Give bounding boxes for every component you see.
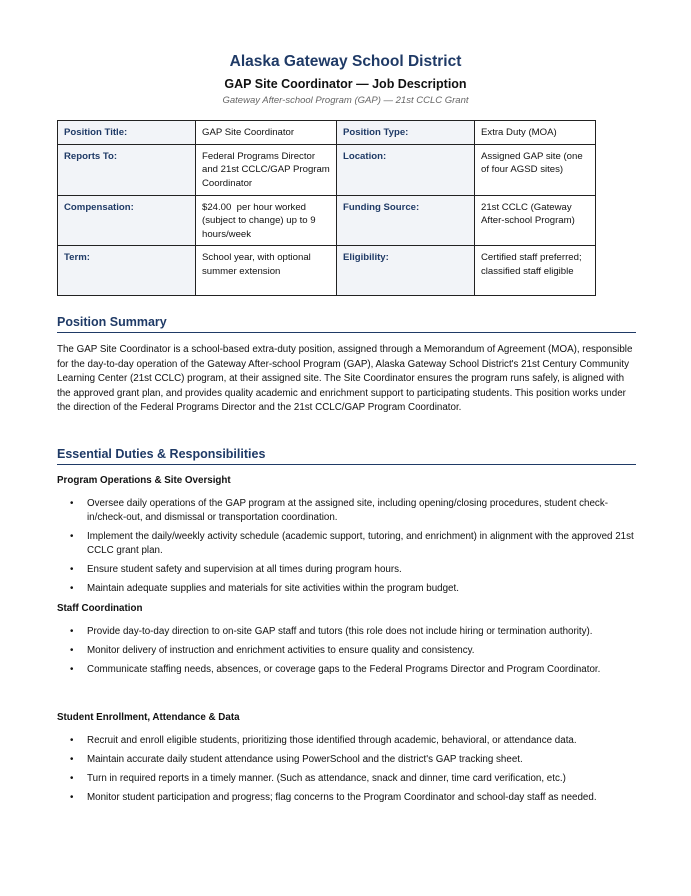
list-item: • Monitor student participation and progress; flag concerns to the Program Coordinator and school-day staff as needed.: [70, 792, 597, 803]
staff-coordination-subheading: Staff Coordination: [57, 603, 143, 614]
program-operations-subheading: Program Operations & Site Oversight: [57, 475, 231, 486]
position-summary-heading: Position Summary: [57, 315, 636, 333]
list-item: • Monitor delivery of instruction and enrichment activities to ensure quality and consistency.: [70, 645, 475, 656]
list-item: • Maintain adequate supplies and materials for site activities within the program budget.: [70, 583, 459, 594]
table-row: [58, 121, 596, 145]
list-item: • Ensure student safety and supervision at all times during program hours.: [70, 564, 402, 575]
eligibility-value: Certified staff preferred; classified staff eligible: [475, 246, 596, 296]
position-summary-text: The GAP Site Coordinator is a school-based extra-duty position, assigned through a Memorandum of Agreement (MOA), responsible for the day-to-day operation of the Gateway After-school Program (GAP), Alaska Gateway School District's 21st Century Community Learning Center (21st CCLC) program, at their assigned site. The Site Coordinator ensures the program runs safely, is aligned with the approved grant plan, and provides quality academic and enrichment support to participating students. This position works under the direction of the Federal Programs Director and the 21st CCLC/GAP Program Coordinator.: [57, 344, 633, 413]
reports-to-value: Federal Programs Director and 21st CCLC/GAP Program Coordinator: [196, 144, 337, 195]
position-title-label: Position Title:: [58, 121, 196, 145]
position-info-table: [57, 120, 596, 296]
list-item: • Recruit and enroll eligible students, prioritizing those identified through academic, behavioral, or attendance data.: [70, 735, 577, 746]
table-row: [58, 195, 596, 246]
bullet-icon: •: [70, 531, 74, 542]
term-label: Term:: [58, 246, 196, 296]
enrollment-attendance-subheading: Student Enrollment, Attendance & Data: [57, 712, 240, 723]
funding-source-value: 21st CCLC (Gateway After-school Program): [475, 195, 596, 246]
compensation-value: $24.00 per hour worked (subject to change) up to 9 hours/week: [196, 195, 337, 246]
bullet-icon: •: [70, 583, 74, 594]
list-item: • Oversee daily operations of the GAP program at the assigned site, including opening/closing procedures, student check-in/check-out, and dismissal or transportation coordination.: [70, 498, 608, 523]
district-name: Alaska Gateway School District: [229, 53, 462, 70]
position-type-label: Position Type:: [337, 121, 475, 145]
bullet-icon: •: [70, 498, 74, 509]
funding-source-label: Funding Source:: [337, 195, 475, 246]
bullet-icon: •: [70, 626, 74, 637]
program-operations-list: [57, 497, 637, 601]
table-row: [58, 144, 596, 195]
position-title-value: GAP Site Coordinator: [196, 121, 337, 145]
bullet-icon: •: [70, 645, 74, 656]
reports-to-label: Reports To:: [58, 144, 196, 195]
location-value: Assigned GAP site (one of four AGSD sites): [475, 144, 596, 195]
compensation-label: Compensation:: [58, 195, 196, 246]
location-label: Location:: [337, 144, 475, 195]
position-type-value: Extra Duty (MOA): [475, 121, 596, 145]
eligibility-label: Eligibility:: [337, 246, 475, 296]
bullet-icon: •: [70, 664, 74, 675]
job-title: GAP Site Coordinator — Job Description: [224, 77, 467, 91]
document-subtitle: Gateway After-school Program (GAP) — 21st CCLC Grant: [222, 95, 469, 106]
list-item: • Turn in required reports in a timely manner. (Such as attendance, snack and dinner, time card verification, etc.): [70, 773, 566, 784]
bullet-icon: •: [70, 735, 74, 746]
enrollment-attendance-list: [57, 734, 637, 810]
list-item: • Implement the daily/weekly activity schedule (academic support, tutoring, and enrichment) in alignment with the approved 21st CCLC grant plan.: [70, 531, 634, 556]
bullet-icon: •: [70, 754, 74, 765]
term-value: School year, with optional summer extension: [196, 246, 337, 296]
table-row: [58, 246, 596, 296]
list-item: • Provide day-to-day direction to on-site GAP staff and tutors (this role does not include hiring or termination authority).: [70, 626, 593, 637]
bullet-icon: •: [70, 564, 74, 575]
list-item: • Maintain accurate daily student attendance using PowerSchool and the district's GAP tracking sheet.: [70, 754, 523, 765]
bullet-icon: •: [70, 773, 74, 784]
staff-coordination-list: [57, 625, 637, 682]
bullet-icon: •: [70, 792, 74, 803]
list-item: • Communicate staffing needs, absences, or coverage gaps to the Federal Programs Director and Program Coordinator.: [70, 664, 601, 675]
essential-duties-heading: Essential Duties & Responsibilities: [57, 447, 636, 465]
